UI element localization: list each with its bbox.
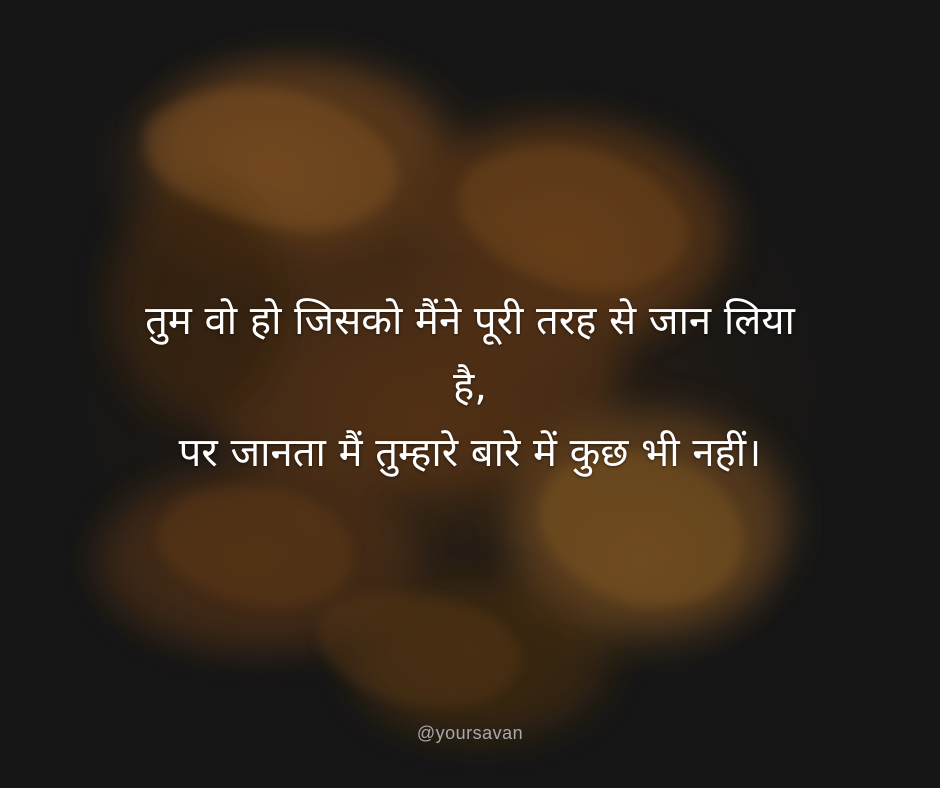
quote-line-1: तुम वो हो जिसको मैंने पूरी तरह से जान लिया [145, 298, 795, 344]
quote-line-2: है, [453, 364, 487, 410]
watermark-handle: @yoursavan [416, 723, 524, 743]
quote-line-3: पर जानता मैं तुम्हारे बारे में कुछ भी नहीं। [178, 430, 762, 476]
quote-text [30, 288, 910, 486]
